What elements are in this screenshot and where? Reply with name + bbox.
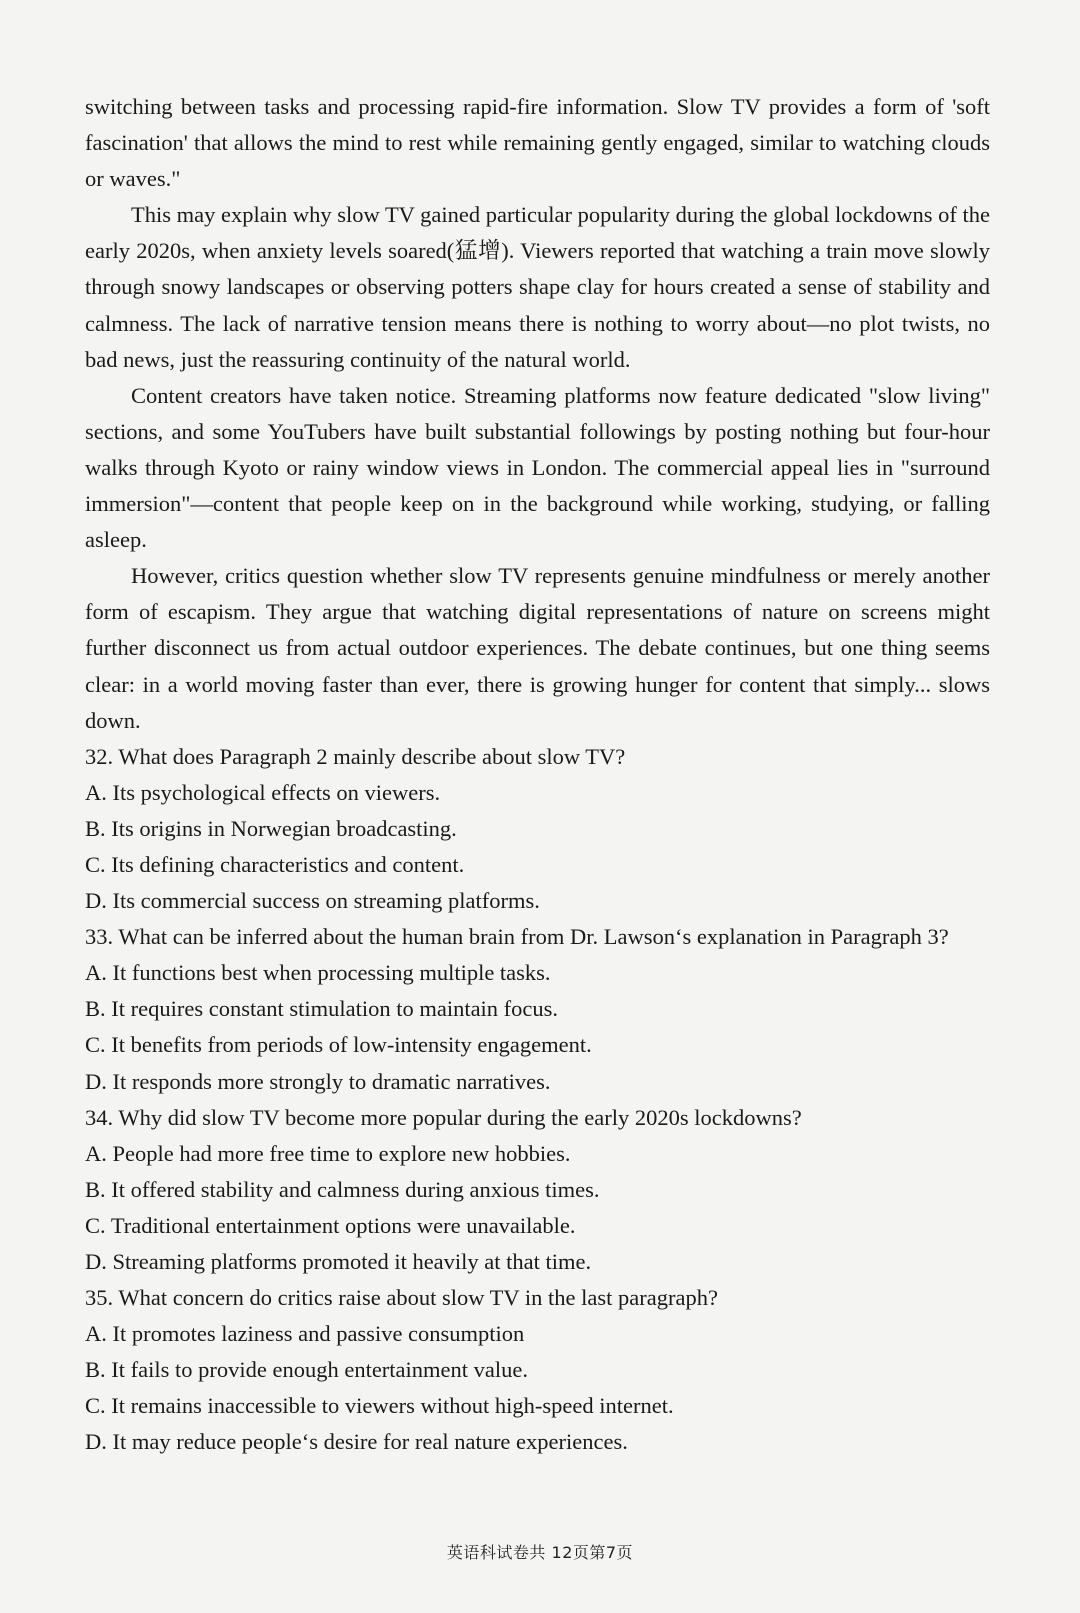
option-a: A. People had more free time to explore new hobbies. xyxy=(85,1140,571,1166)
option-d: D. Streaming platforms promoted it heavily at that time. xyxy=(85,1249,592,1274)
option-b: B. It requires constant stimulation to maintain focus. xyxy=(85,996,559,1022)
option-a: A. It promotes laziness and passive consumption xyxy=(85,1321,525,1347)
question-32 xyxy=(85,739,990,919)
passage-paragraph: Content creators have taken notice. Streaming platforms now feature dedicated "slow living" sections, and some YouTubers have built substantial followings by posting nothing but four-hour walks through Kyoto or rainy window views in London. The commercial appeal lies in "surround immersion"—content that people keep on in the background while working, studying, or falling asleep. xyxy=(85,382,990,553)
option-b: B. It offered stability and calmness during anxious times. xyxy=(85,1176,600,1202)
option-c: C. Its defining characteristics and content. xyxy=(85,851,465,877)
page-content xyxy=(85,89,990,1461)
option-d: D. It may reduce people‘s desire for real nature experiences. xyxy=(85,1429,628,1455)
question-35 xyxy=(85,1280,990,1460)
passage-paragraph: switching between tasks and processing rapid-fire information. Slow TV provides a form of 'soft fascination' that allows the mind to rest while remaining gently engaged, similar to watching clouds or waves." xyxy=(85,94,990,192)
option-c: C. It remains inaccessible to viewers without high-speed internet. xyxy=(85,1393,674,1419)
option-c: C. Traditional entertainment options were unavailable. xyxy=(85,1212,576,1238)
question-33 xyxy=(85,919,990,1099)
option-c: C. It benefits from periods of low-intensity engagement. xyxy=(85,1032,592,1058)
question-stem: 35. What concern do critics raise about slow TV in the last paragraph? xyxy=(85,1285,718,1311)
passage-paragraph: However, critics question whether slow TV represents genuine mindfulness or merely another form of escapism. They argue that watching digital representations of nature on screens might further disconnect us from actual outdoor experiences. The debate continues, but one thing seems clear: in a world moving faster than ever, there is growing hunger for content that simply... slows down. xyxy=(85,563,990,733)
page-footer: 英语科试卷共 12页第7页 xyxy=(446,1543,634,1562)
option-d: D. It responds more strongly to dramatic narratives. xyxy=(85,1068,551,1094)
option-b: B. It fails to provide enough entertainment value. xyxy=(85,1357,529,1383)
question-stem: 32. What does Paragraph 2 mainly describe about slow TV? xyxy=(85,743,626,769)
passage-paragraph: This may explain why slow TV gained particular popularity during the global lockdowns of the early 2020s, when anxiety levels soared(猛增). Viewers reported that watching a train move slowly through snowy landscapes or observing potters shape clay for hours created a sense of stability and calmness. The lack of narrative tension means there is nothing to worry about—no plot twists, no bad news, just the reassuring continuity of the natural world. xyxy=(85,202,990,372)
reading-passage xyxy=(85,89,990,739)
question-stem: 33. What can be inferred about the human brain from Dr. Lawson‘s explanation in Paragraph 3? xyxy=(85,924,949,950)
option-a: A. Its psychological effects on viewers. xyxy=(85,779,441,805)
option-a: A. It functions best when processing multiple tasks. xyxy=(85,960,551,986)
option-d: D. Its commercial success on streaming platforms. xyxy=(85,888,540,914)
question-34 xyxy=(85,1100,990,1280)
question-stem: 34. Why did slow TV become more popular during the early 2020s lockdowns? xyxy=(85,1104,802,1130)
option-b: B. Its origins in Norwegian broadcasting. xyxy=(85,815,457,841)
